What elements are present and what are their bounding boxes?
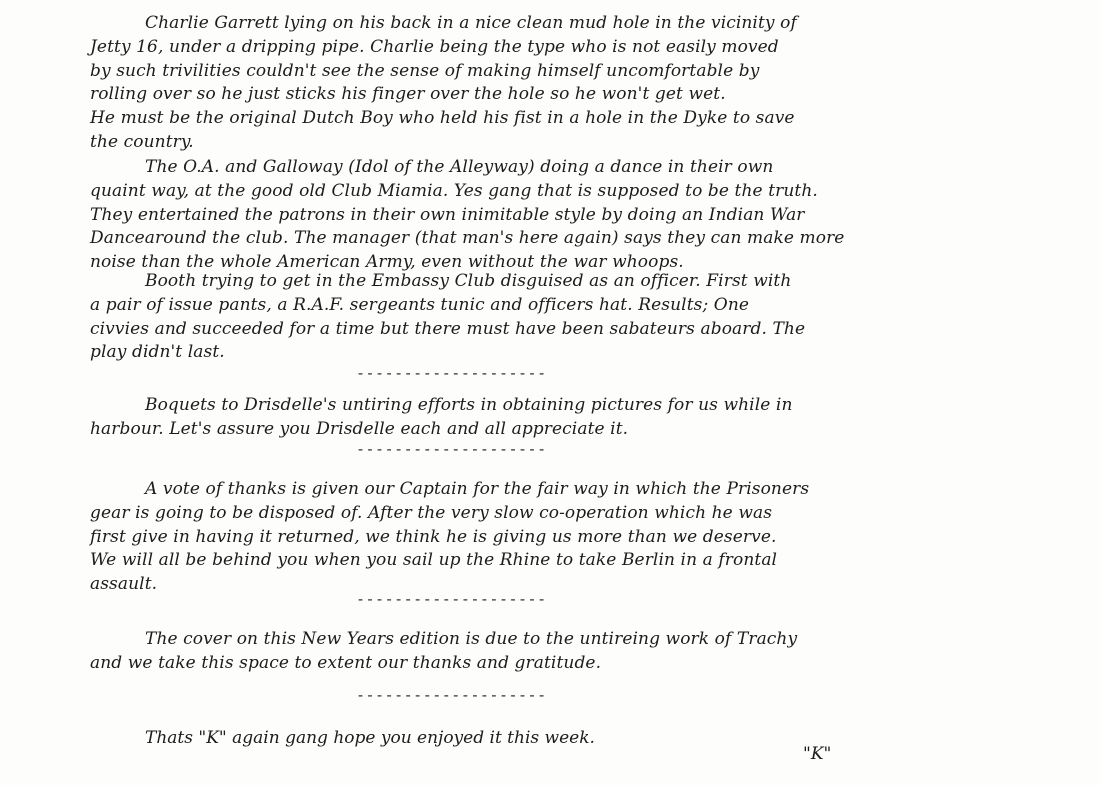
section-divider: -------------------- [356, 686, 547, 704]
section-divider: -------------------- [356, 590, 547, 608]
paragraph-drisdelle: Boquets to Drisdelle's untiring efforts in obtaining pictures for us while in harbour. Let's assure you Drisdelle each and all appreciate it. [90, 395, 793, 439]
paragraph-block [90, 12, 990, 155]
paragraph-block [90, 394, 990, 442]
paragraph-block [90, 628, 990, 676]
section-divider: -------------------- [356, 364, 547, 382]
paragraph-captain: A vote of thanks is given our Captain for the fair way in which the Prisoners gear is going to be disposed of. After the very slow co-operation which he was first give in having it returned, we think he is giving us more than we deserve. We will all be behind you when you sail up the Rhine to take Berlin in a frontal assault. [90, 479, 810, 595]
paragraph-cover: The cover on this New Years edition is due to the untireing work of Trachy and we take this space to extent our thanks and gratitude. [90, 629, 798, 673]
signoff-line: Thats "K" again gang hope you enjoyed it this week. [145, 728, 595, 748]
signature: "K" [803, 744, 832, 764]
paragraph-block [90, 478, 990, 597]
paragraph-galloway: The O.A. and Galloway (Idol of the Alleyway) doing a dance in their own quaint way, at the good old Club Miamia. Yes gang that is supposed to be the truth. They entertained the patrons in their own inimitable style by doing an Indian War Dancearound the club. The manager (that man's here again) says they can make more noise than the whole American Army, even without the war whoops. [90, 157, 845, 273]
section-divider: -------------------- [356, 440, 547, 458]
paragraph-block [90, 156, 990, 275]
paragraph-garrett: Charlie Garrett lying on his back in a nice clean mud hole in the vicinity of Jetty 16, under a dripping pipe. Charlie being the type who is not easily moved by such trivilities couldn't see the sense of making himself uncomfortable by rolling over so he just sticks his finger over the hole so he won't get wet. He must be the original Dutch Boy who held his fist in a hole in the Dyke to save the country. [90, 13, 797, 152]
paragraph-booth: Booth trying to get in the Embassy Club disguised as an officer. First with a pair of issue pants, a R.A.F. sergeants tunic and officers hat. Results; One civvies and succeeded for a time but there must have been sabateurs aboard. The play didn't last. [90, 271, 806, 363]
paragraph-block [90, 270, 990, 365]
